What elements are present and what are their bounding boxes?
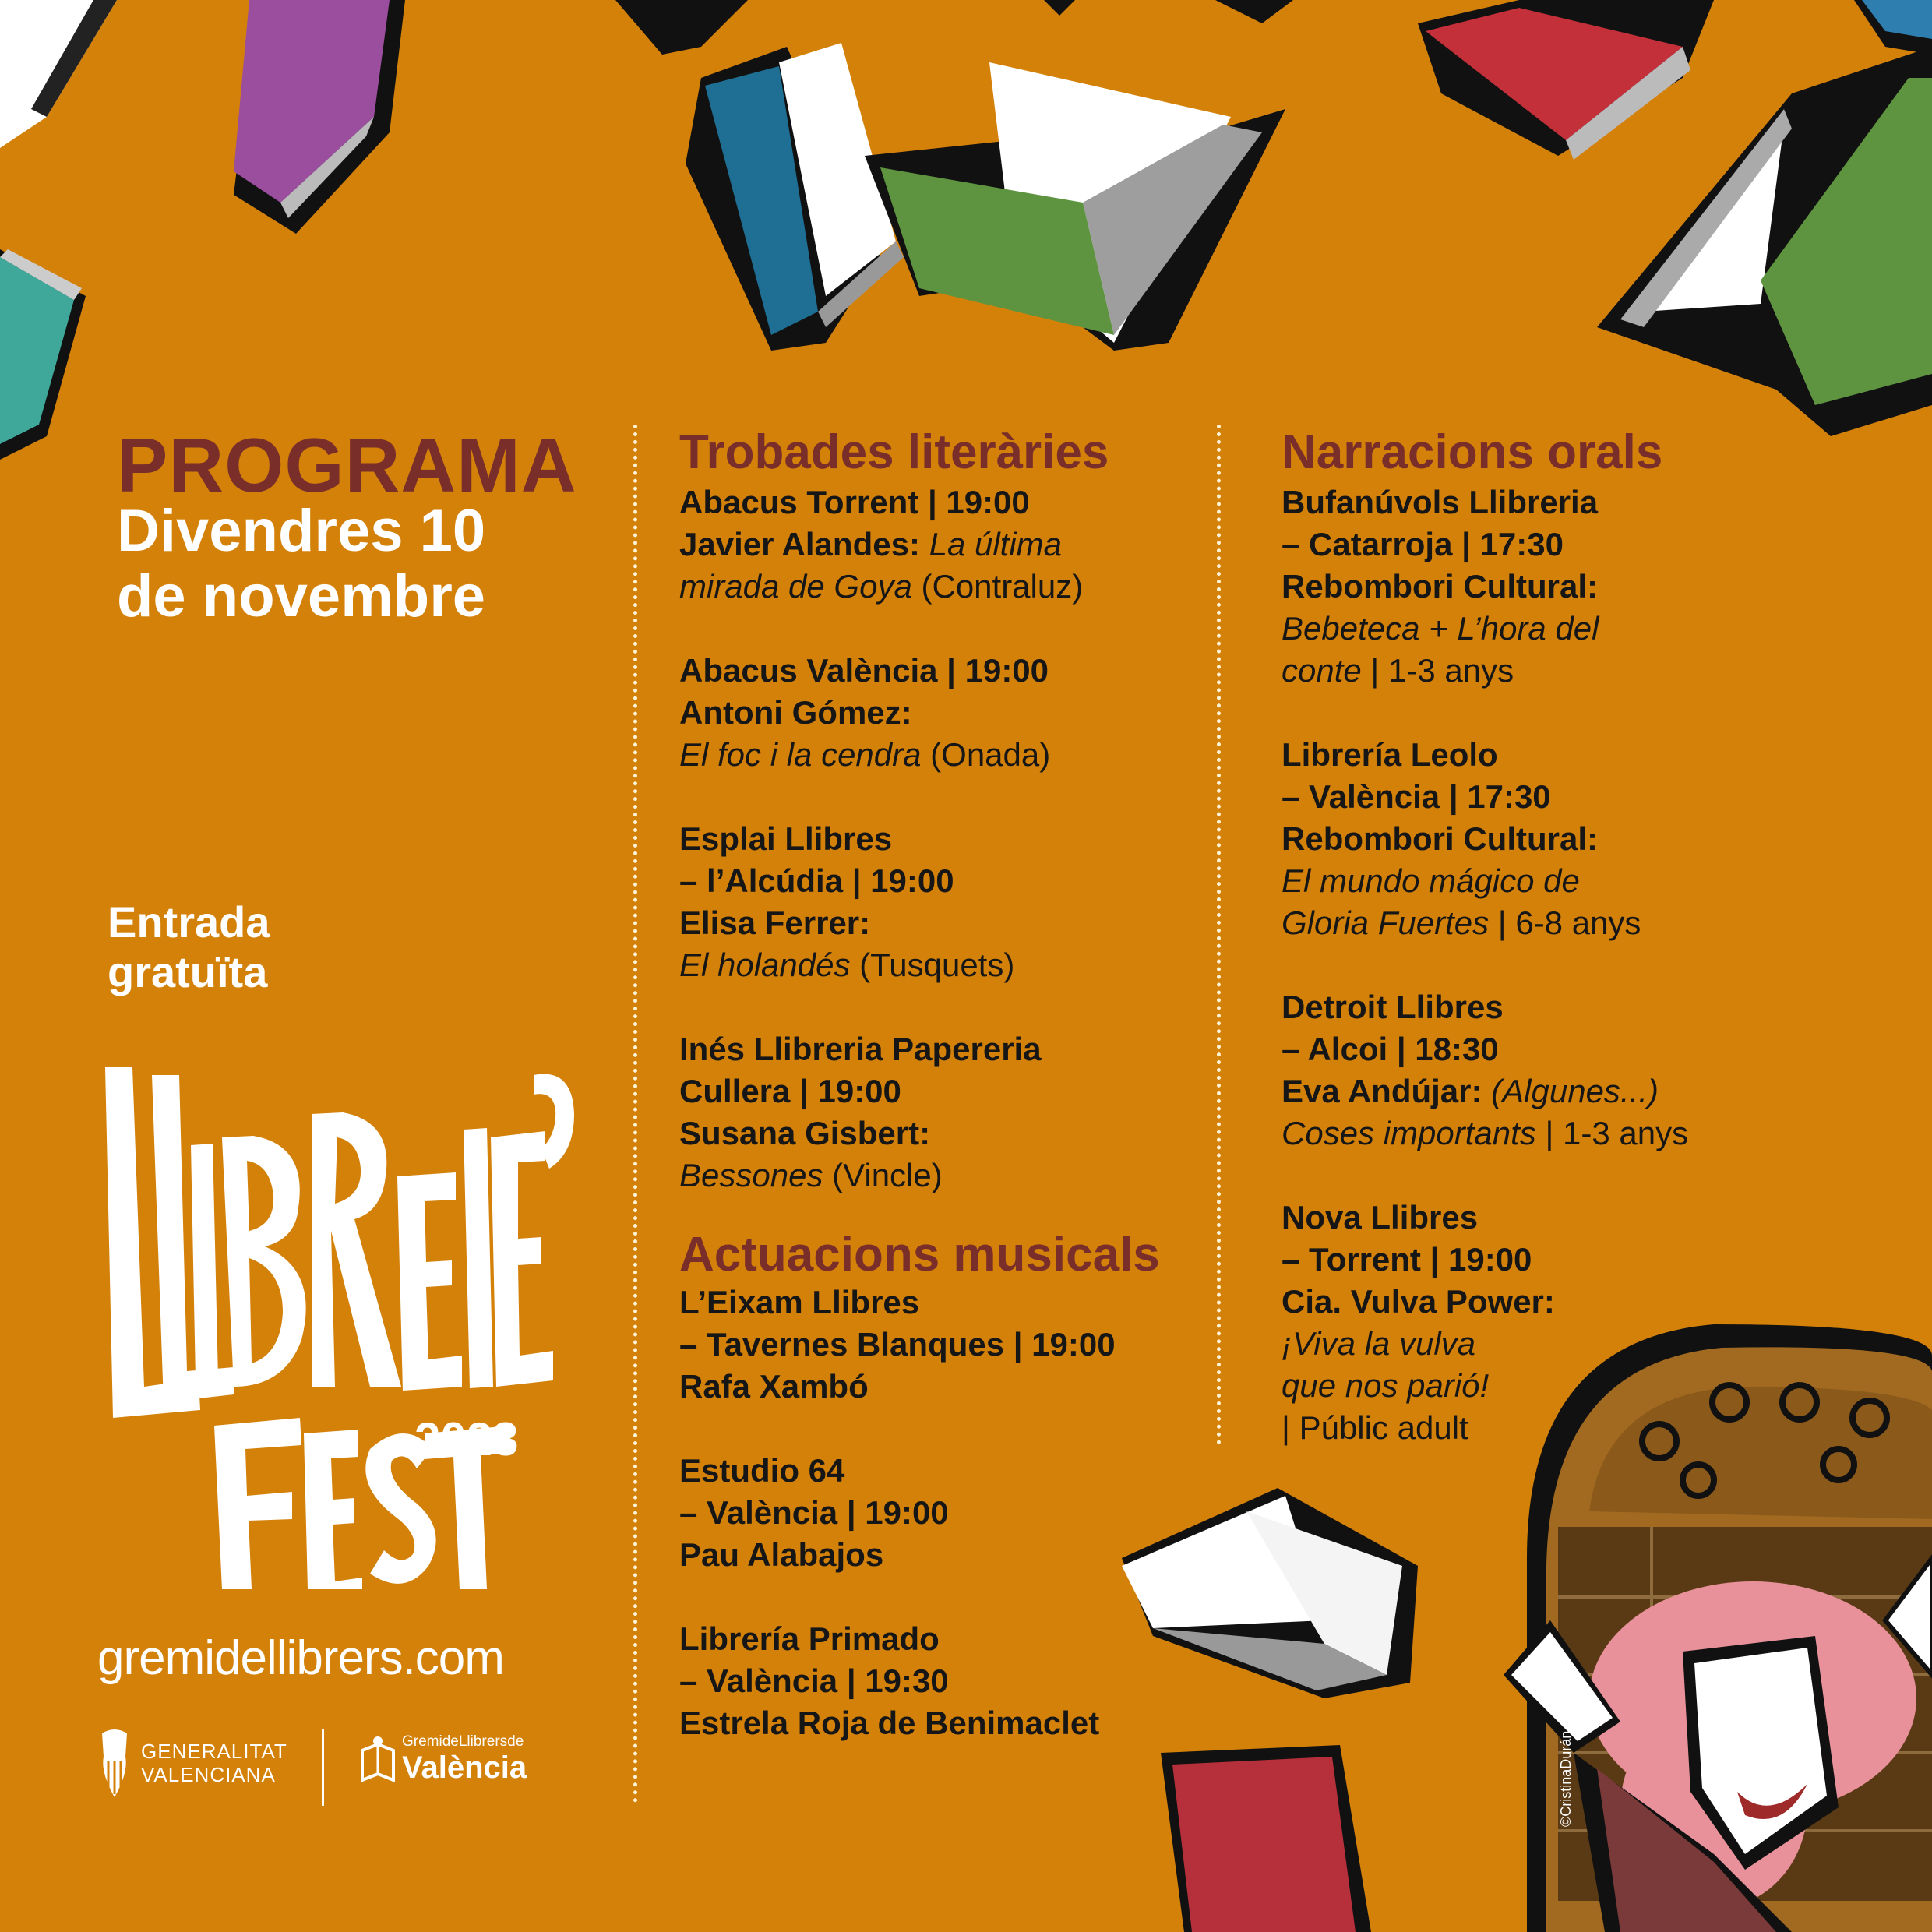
entry-label: Abacus València | 19:00 bbox=[679, 652, 1049, 689]
entry-title: Bessones bbox=[679, 1157, 823, 1193]
blue-book-icon bbox=[686, 43, 904, 351]
entry-line bbox=[1282, 1281, 1811, 1323]
logo-divider bbox=[322, 1729, 324, 1806]
green-book-icon bbox=[865, 62, 1285, 351]
program-entry bbox=[679, 1282, 1209, 1408]
program-entry bbox=[679, 818, 1209, 986]
entry-line bbox=[1282, 650, 1811, 692]
entry-line bbox=[1282, 481, 1811, 524]
program-entry bbox=[1282, 1197, 1811, 1449]
entry-line bbox=[679, 902, 1209, 944]
entry-detail: (Contraluz) bbox=[911, 568, 1084, 605]
entry-line bbox=[1282, 986, 1811, 1028]
entry-line bbox=[1282, 1365, 1811, 1407]
program-entry bbox=[1282, 734, 1811, 944]
entry-label: Inés Llibreria Papereria bbox=[679, 1031, 1042, 1067]
entry-title: Bebeteca + L’hora del bbox=[1282, 610, 1599, 647]
entry-line bbox=[1282, 524, 1811, 566]
entry-label: Nova Llibres bbox=[1282, 1199, 1479, 1236]
program-entry bbox=[679, 650, 1209, 776]
entry-label: Rafa Xambó bbox=[679, 1368, 869, 1405]
entry-label: Librería Primado bbox=[679, 1620, 940, 1657]
divider-left bbox=[633, 425, 637, 1803]
illustrator-credit: ©CristinaDurán bbox=[1558, 1730, 1574, 1827]
entry-label: Pau Alabajos bbox=[679, 1536, 884, 1573]
generalitat-line-1: GENERALITAT bbox=[141, 1740, 287, 1763]
entry-line bbox=[1282, 1407, 1811, 1449]
entry-line bbox=[1282, 734, 1811, 776]
entry-label: L’Eixam Llibres bbox=[679, 1284, 920, 1320]
section-heading-narracions: Narracions orals bbox=[1282, 425, 1663, 479]
entry-line bbox=[679, 1618, 1209, 1660]
green-book-right-icon bbox=[1597, 47, 1932, 436]
entry-line bbox=[679, 1660, 1209, 1702]
free-entry-line-1: Entrada bbox=[108, 897, 270, 947]
narracions-list bbox=[1282, 481, 1811, 1491]
entry-detail: (Onada) bbox=[921, 736, 1051, 773]
website-link[interactable]: gremidellibrers.com bbox=[97, 1631, 504, 1685]
entry-label: – l’Alcúdia | 19:00 bbox=[679, 862, 954, 899]
entry-label: – València | 17:30 bbox=[1282, 778, 1551, 815]
entry-label: – Tavernes Blanques | 19:00 bbox=[679, 1326, 1116, 1363]
generalitat-line-2: VALENCIANA bbox=[141, 1763, 276, 1786]
entry-title: El mundo mágico de bbox=[1282, 862, 1580, 899]
entry-title: (Algunes...) bbox=[1491, 1073, 1659, 1109]
entry-title: Coses importants bbox=[1282, 1115, 1536, 1151]
entry-detail: | Públic adult bbox=[1282, 1409, 1468, 1446]
entry-title: La última bbox=[929, 526, 1063, 562]
entry-detail: | 1-3 anys bbox=[1361, 652, 1514, 689]
entry-line bbox=[1282, 1197, 1811, 1239]
entry-detail: (Tusquets) bbox=[850, 947, 1015, 983]
entry-detail: | 1-3 anys bbox=[1535, 1115, 1689, 1151]
entry-detail: | 6-8 anys bbox=[1489, 904, 1641, 941]
program-title: PROGRAMA bbox=[117, 422, 577, 508]
entry-label: Cia. Vulva Power: bbox=[1282, 1283, 1555, 1320]
entry-title: que nos parió! bbox=[1282, 1367, 1490, 1404]
entry-line bbox=[679, 1112, 1209, 1155]
entry-label: Abacus Torrent | 19:00 bbox=[679, 484, 1030, 520]
entry-line bbox=[679, 1450, 1209, 1492]
entry-title: El foc i la cendra bbox=[679, 736, 922, 773]
entry-title: El holandés bbox=[679, 947, 851, 983]
entry-line bbox=[679, 566, 1209, 608]
entry-line bbox=[679, 1702, 1209, 1744]
entry-label: – València | 19:00 bbox=[679, 1494, 949, 1531]
entry-label: Esplai Llibres bbox=[679, 820, 893, 857]
teal-book-icon bbox=[0, 249, 86, 460]
entry-line bbox=[679, 860, 1209, 902]
entry-line bbox=[679, 1492, 1209, 1534]
entry-line bbox=[679, 734, 1209, 776]
free-entry-line-2: gratuïta bbox=[108, 947, 268, 996]
entry-line bbox=[679, 1028, 1209, 1070]
program-entry bbox=[1282, 986, 1811, 1155]
section-heading-musicals: Actuacions musicals bbox=[679, 1228, 1160, 1282]
entry-label: Bufanúvols Llibreria bbox=[1282, 484, 1599, 520]
generalitat-logo bbox=[97, 1726, 287, 1800]
purple-book-icon bbox=[0, 0, 405, 234]
entry-line bbox=[1282, 566, 1811, 608]
entry-title: conte bbox=[1282, 652, 1362, 689]
entry-label: Estrela Roja de Benimaclet bbox=[679, 1705, 1100, 1741]
entry-label: Eva Andújar: bbox=[1282, 1073, 1492, 1109]
entry-line bbox=[1282, 1239, 1811, 1281]
entry-line bbox=[1282, 1323, 1811, 1365]
entry-line bbox=[1282, 1028, 1811, 1070]
gremi-logo bbox=[358, 1733, 527, 1786]
entry-line bbox=[679, 1155, 1209, 1197]
entry-label: Susana Gisbert: bbox=[679, 1115, 931, 1151]
entry-detail: (Vincle) bbox=[823, 1157, 943, 1193]
entry-label: – Alcoi | 18:30 bbox=[1282, 1031, 1499, 1067]
entry-line bbox=[1282, 608, 1811, 650]
entry-line bbox=[679, 1282, 1209, 1324]
entry-line bbox=[679, 1070, 1209, 1112]
logo-year: 2023 bbox=[414, 1413, 519, 1465]
entry-title: Gloria Fuertes bbox=[1282, 904, 1490, 941]
gremi-line-1: GremideLlibrersde bbox=[402, 1733, 524, 1750]
entry-label: Cullera | 19:00 bbox=[679, 1073, 901, 1109]
entry-label: Javier Alandes: bbox=[679, 526, 929, 562]
entry-label: Estudio 64 bbox=[679, 1452, 845, 1489]
entry-label: Rebombori Cultural: bbox=[1282, 820, 1598, 857]
entry-line bbox=[1282, 776, 1811, 818]
program-entry bbox=[1282, 481, 1811, 692]
entry-line bbox=[1282, 818, 1811, 860]
entry-label: Elisa Ferrer: bbox=[679, 904, 871, 941]
program-entry bbox=[679, 481, 1209, 608]
entry-line bbox=[1282, 860, 1811, 902]
entry-line bbox=[1282, 1070, 1811, 1112]
entry-label: Detroit Llibres bbox=[1282, 989, 1504, 1025]
section-heading-trobades: Trobades literàries bbox=[679, 425, 1109, 479]
entry-label: – València | 19:30 bbox=[679, 1662, 949, 1699]
entry-line bbox=[679, 524, 1209, 566]
date-line-2: de novembre bbox=[117, 563, 486, 629]
entry-line bbox=[679, 1366, 1209, 1408]
entry-label: Rebombori Cultural: bbox=[1282, 568, 1598, 605]
llibreries-fest-logo bbox=[97, 1044, 580, 1589]
entry-line bbox=[679, 692, 1209, 734]
entry-label: – Torrent | 19:00 bbox=[1282, 1241, 1532, 1278]
entry-title: ¡Viva la vulva bbox=[1282, 1325, 1476, 1362]
divider-right bbox=[1217, 425, 1221, 1445]
entry-label: – Catarroja | 17:30 bbox=[1282, 526, 1564, 562]
program-entry bbox=[679, 1618, 1209, 1744]
entry-label: Librería Leolo bbox=[1282, 736, 1498, 773]
program-entry bbox=[679, 1028, 1209, 1197]
gremi-book-icon bbox=[358, 1735, 397, 1785]
coat-of-arms-icon bbox=[97, 1726, 132, 1800]
entry-line bbox=[1282, 1112, 1811, 1155]
free-entry-note bbox=[108, 897, 270, 997]
program-entry bbox=[679, 1450, 1209, 1576]
gremi-line-2: València bbox=[402, 1750, 527, 1785]
entry-line bbox=[679, 944, 1209, 986]
musicals-list bbox=[679, 1282, 1209, 1786]
entry-title: mirada de Goya bbox=[679, 568, 912, 605]
entry-label: Antoni Gómez: bbox=[679, 694, 912, 731]
dark-book-icon bbox=[615, 0, 1293, 55]
entry-line bbox=[679, 818, 1209, 860]
entry-line bbox=[1282, 902, 1811, 944]
entry-line bbox=[679, 1324, 1209, 1366]
lettering-logo-icon bbox=[105, 1067, 574, 1589]
entry-line bbox=[679, 650, 1209, 692]
date-line-1: Divendres 10 bbox=[117, 498, 486, 564]
entry-line bbox=[679, 1534, 1209, 1576]
entry-line bbox=[679, 481, 1209, 524]
trobades-list bbox=[679, 481, 1209, 1239]
event-date bbox=[117, 499, 485, 629]
